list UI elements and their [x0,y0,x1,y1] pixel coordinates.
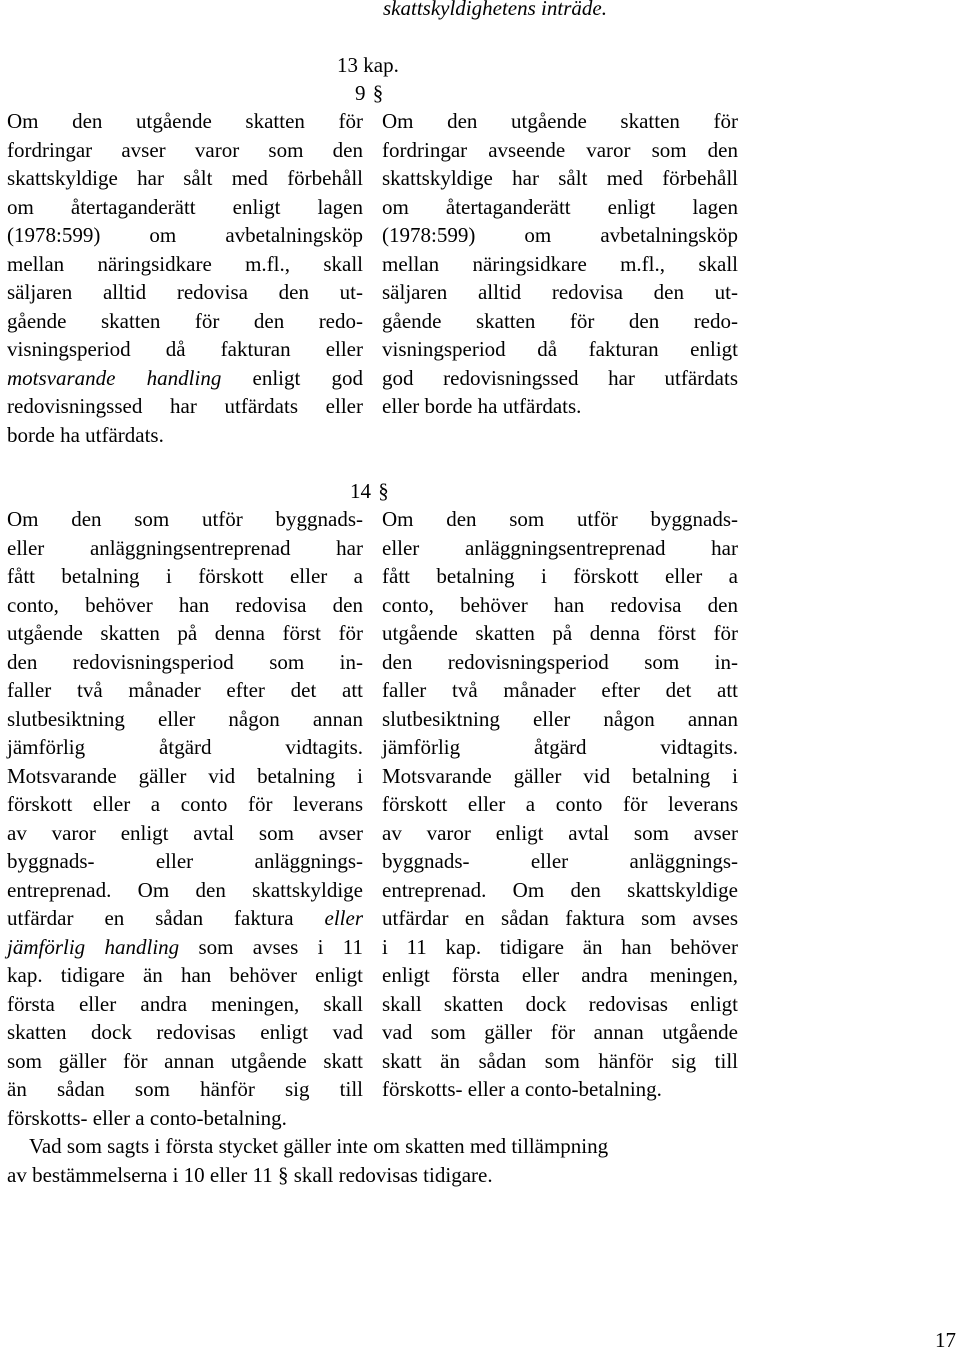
plain-text: enligt god [221,365,363,390]
text-line: jämförlig åtgärd vidtagits. [7,735,363,759]
text-line: fått betalning i förskott eller a [382,564,738,588]
text-line: byggnads- eller anläggnings- [382,849,738,873]
section-number: 9 [355,81,366,105]
italic-text: jämförlig handling [7,934,180,959]
page-number: 17 [935,1328,956,1352]
text-line: i 11 kap. tidigare än han behöver [382,934,738,959]
text-line: den redovisningsperiod som in- [7,649,363,674]
text-line: vad som gäller för annan utgående [382,1020,738,1044]
text-line: utgående skatten på denna först för [7,621,363,645]
text-line: av varor enligt avtal som avser [382,820,738,845]
text-line: gående skatten för den redo- [7,308,363,333]
text-line: entreprenad. Om den skattskyldige [7,877,363,902]
section-symbol: § [372,81,384,105]
text-line: Om den utgående skatten för [382,109,738,133]
section-14-left-column [7,505,363,1132]
text-line: första eller andra meningen, skall [7,991,363,1016]
text-line: utfärdar en sådan faktura som avses [382,906,738,930]
text-line: Vad som sagts i första stycket gäller inte om skatten med tillämpning [29,1134,609,1158]
text-line: av bestämmelserna i 10 eller 11 § skall redovisas tidigare. [7,1162,493,1187]
text-line: byggnads- eller anläggnings- [7,849,363,873]
section-number: 14 [350,479,371,503]
plain-text: som avses i 11 [179,934,363,959]
section-symbol: § [378,479,389,503]
running-head: skattskyldighetens inträde. [383,0,607,20]
text-line: (1978:599) om avbetalningsköp [382,223,738,247]
text-line: eller anläggningsentreprenad har [382,535,738,560]
text-line: skattskyldige har sålt med förbehåll [7,166,363,190]
text-line: fordringar avser varor som den [7,137,363,162]
text-line: den redovisningsperiod som in- [382,649,738,674]
text-line-italic-start [7,364,363,393]
text-line: mellan näringsidkare m.fl., skall [7,251,363,276]
text-line: än sådan som hänför sig till [7,1077,363,1101]
text-line: Motsvarande gäller vid betalning i [382,763,738,788]
text-line: jämförlig åtgärd vidtagits. [382,735,738,759]
text-line: säljaren alltid redovisa den ut- [7,280,363,304]
text-line: Motsvarande gäller vid betalning i [7,763,363,788]
text-line: faller två månader efter det att [7,678,363,702]
plain-text: utfärdar en sådan faktura [7,906,325,930]
text-line: om återtaganderätt enligt lagen [382,194,738,219]
text-line: eller anläggningsentreprenad har [7,535,363,560]
section-9-right-column [382,107,738,421]
text-line-italic-start [7,933,363,962]
text-line: skatten dock redovisas enligt vad [7,1020,363,1044]
section-14-heading [350,477,389,506]
text-line: Om den som utför byggnads- [7,507,363,531]
text-line: mellan näringsidkare m.fl., skall [382,251,738,276]
italic-text: eller [324,906,363,930]
text-line-italic-end [7,904,363,933]
text-line: enligt första eller andra meningen, [382,963,738,987]
text-line: om återtaganderätt enligt lagen [7,194,363,219]
text-line: visningsperiod då fakturan enligt [382,337,738,361]
text-line: förskott eller a conto för leverans [382,792,738,816]
text-line: skall skatten dock redovisas enligt [382,991,738,1016]
text-line: conto, behöver han redovisa den [7,592,363,617]
text-line: Om den utgående skatten för [7,109,363,133]
text-line: av varor enligt avtal som avser [7,820,363,845]
section-9-left-column [7,107,363,449]
text-line: säljaren alltid redovisa den ut- [382,280,738,304]
text-line: som gäller för annan utgående skatt [7,1048,363,1073]
chapter-label: 13 kap. [337,53,399,77]
section-14-right-column [382,505,738,1104]
text-line: förskott eller a conto för leverans [7,792,363,816]
text-line: Om den som utför byggnads- [382,507,738,531]
italic-text: motsvarande handling [7,365,222,390]
text-line: borde ha utfärdats. [7,422,164,447]
text-line: utgående skatten på denna först för [382,621,738,645]
text-line: gående skatten för den redo- [382,308,738,333]
text-line: slutbesiktning eller någon annan [7,706,363,731]
text-line: slutbesiktning eller någon annan [382,706,738,731]
text-line: kap. tidigare än han behöver enligt [7,963,363,987]
text-line: conto, behöver han redovisa den [382,592,738,617]
text-line: visningsperiod då fakturan eller [7,337,363,361]
text-line: förskotts- eller a conto-betalning. [382,1077,662,1101]
text-line: god redovisningssed har utfärdats [382,365,738,390]
section-9-heading [355,79,383,108]
text-line: redovisningssed har utfärdats eller [7,394,363,418]
text-line: fordringar avseende varor som den [382,137,738,162]
text-line: förskotts- eller a conto-betalning. [7,1105,287,1130]
text-line: fått betalning i förskott eller a [7,564,363,588]
text-line: (1978:599) om avbetalningsköp [7,223,363,247]
text-line: skatt än sådan som hänför sig till [382,1048,738,1073]
section-14-second-paragraph [7,1132,739,1189]
text-line: eller borde ha utfärdats. [382,394,582,418]
text-line: entreprenad. Om den skattskyldige [382,877,738,902]
text-line: faller två månader efter det att [382,678,738,702]
text-line: skattskyldige har sålt med förbehåll [382,166,738,190]
